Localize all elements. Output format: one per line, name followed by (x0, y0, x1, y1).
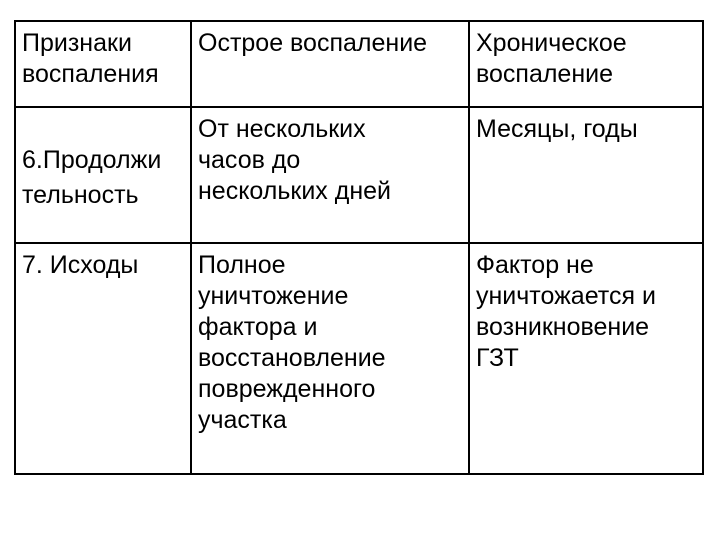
cell-duration-acute: От нескольких часов до нескольких дней (191, 107, 469, 243)
row-label-duration (15, 107, 191, 243)
row-label-duration-line1: 6.Продолжи (22, 146, 162, 174)
header-cell-features: Признаки воспаления (15, 21, 191, 107)
table-row (15, 243, 703, 474)
cell-outcomes-acute: Полное уничтожение фактора и восстановление поврежденного участка (191, 243, 469, 474)
header-cell-acute: Острое воспаление (191, 21, 469, 107)
table-row (15, 107, 703, 243)
row-label-duration-line2: тельность (22, 181, 139, 209)
row-label-outcomes: 7. Исходы (15, 243, 191, 474)
cell-duration-chronic: Месяцы, годы (469, 107, 703, 243)
comparison-table (14, 20, 704, 475)
table-header-row (15, 21, 703, 107)
cell-outcomes-chronic: Фактор не уничтожается и возникновение ГЗТ (469, 243, 703, 474)
header-cell-chronic: Хроническое воспаление (469, 21, 703, 107)
